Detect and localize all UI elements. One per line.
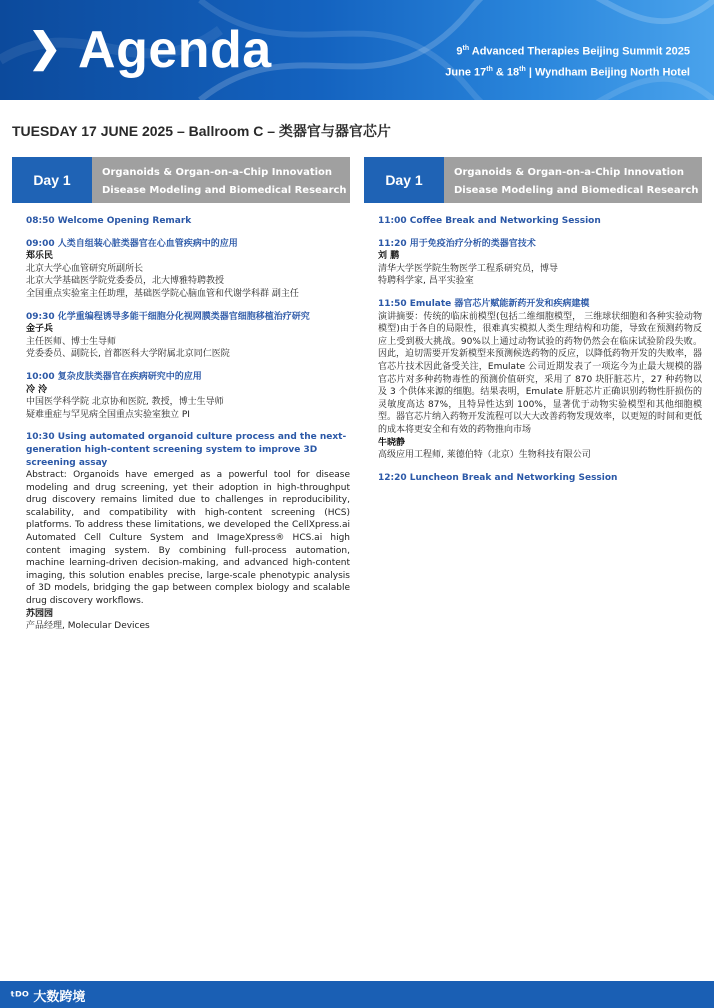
speaker-affiliation: 疑难重症与罕见病全国重点实验室独立 PI: [26, 409, 190, 420]
chevron-right-icon: ❯: [28, 26, 63, 70]
day-label: Day 1: [12, 157, 92, 203]
speaker-affiliation: 主任医师、博士生导师: [26, 336, 117, 347]
speaker-affiliation: 产品经理, Molecular Devices: [26, 621, 150, 632]
speaker-name: 郑乐民: [26, 251, 54, 262]
session-title: 11:50 Emulate 器官芯片赋能新药开发和疾病建模: [378, 298, 590, 309]
speaker-name: 金子兵: [26, 324, 54, 335]
day-column-left: [12, 157, 350, 633]
day-column-right: [364, 157, 702, 484]
session-title: 12:20 Luncheon Break and Networking Session: [378, 472, 618, 483]
day-label: Day 1: [364, 157, 444, 203]
speaker-affiliation: 中国医学科学院 北京协和医院, 教授，博士生导师: [26, 397, 224, 408]
day-header: [364, 157, 702, 203]
header-banner: [0, 0, 714, 100]
speaker-affiliation: 北京大学基础医学院党委委员，北大博雅特聘教授: [26, 276, 225, 287]
speaker-name: 刘 鹏: [378, 251, 400, 262]
session-abstract: 演讲摘要：传统的临床前模型(包括二维细胞模型， 三维球状细胞和各种实验动物模型)由于各自的局限性，很难真实模拟人类生理结构和功能，导致在预测药物反应上受到极大挑战。90%以上通过动物试验的药物仍然会在临床试验阶段失败。因此，迫切需要开发新模型来预测候选药物的反应，以降低药物开发的失败率，器官芯片技术因此备受关注，Emulate 公司近期发表了一项迄今为止最大规模的器官芯片对多种药物毒性的预测价值研究，采用了 870 块肝脏芯片，27 种药物以及 3 个供体来源的细胞。结果表明，Emulate 肝脏芯片正确识别药物性肝损伤的灵敏度高达 87%，且特异性达到 100%，显著优于动物实验模型和其他细胞模型。器官芯片纳入药物开发流程可以大大改善药物发现效率，以更短的时间和更低的成本将更安全和有效的药物推向市场: [378, 311, 703, 435]
track-title: Organoids & Organ-on-a-Chip Innovation Disease Modeling and Biomedical Research: [92, 157, 350, 203]
session-title: 08:50 Welcome Opening Remark: [26, 216, 192, 226]
session-title: 10:30 Using automated organoid culture process and the next-generation high-content screening system to improve 3D screening assay: [26, 432, 347, 468]
footer-bar: [0, 981, 714, 1008]
speaker-affiliation: 北京大学心血管研究所副所长: [26, 263, 144, 274]
day-header: [12, 157, 350, 203]
speaker-name: 冷 泠: [26, 384, 48, 395]
speaker-affiliation: 全国重点实验室主任助理，基础医学院心脑血管和代谢学科群 副主任: [26, 288, 299, 299]
speaker-name: 苏园园: [26, 608, 54, 619]
session-title: 10:00 复杂皮肤类器官在疾病研究中的应用: [26, 371, 202, 382]
speaker-name: 牛晓静: [378, 437, 406, 448]
summit-info: 9th Advanced Therapies Beijing Summit 2025 June 17th & 18th | Wyndham Beijing North Hotel: [445, 45, 690, 79]
session-abstract: Abstract: Organoids have emerged as a powerful tool for disease modeling and drug screening, yet their adoption in high-throughput drug discovery remains limited due to challenges in reproducibility, scalability, and compatibility with high-content screening (HCS) platforms. To address these limitations, we developed the CellXpress.ai Automated Cell Culture System and ImageXpress® HCS.ai high content imaging system. By combining full-process automation, machine learning-driven decision-making, and advanced high-content imaging, this solution enables precise, large-scale phenotypic analysis of 3D models, bridging the gap between complex biology and scalable drug discovery workflows.: [26, 470, 350, 607]
page-title: ❯ Agenda: [28, 18, 272, 80]
speaker-affiliation: 清华大学医学院生物医学工程系研究员，博导: [378, 263, 559, 274]
brand-logo: ᵗᴰᴼ 大数跨境: [10, 990, 86, 1005]
speaker-affiliation: 特聘科学家, 昌平实验室: [378, 276, 474, 287]
speaker-affiliation: 党委委员、副院长, 首都医科大学附属北京同仁医院: [26, 349, 230, 360]
session-title: 09:00 人类自组装心脏类器官在心血管疾病中的应用: [26, 238, 238, 249]
speaker-affiliation: 高级应用工程师, 莱德伯特（北京）生物科技有限公司: [378, 450, 591, 461]
track-title: Organoids & Organ-on-a-Chip Innovation Disease Modeling and Biomedical Research: [444, 157, 702, 203]
session-title: 11:00 Coffee Break and Networking Session: [378, 216, 601, 226]
session-title: 09:30 化学重编程诱导多能干细胞分化视网膜类器官细胞移植治疗研究: [26, 311, 310, 322]
date-room-heading: TUESDAY 17 JUNE 2025 – Ballroom C – 类器官与器官芯片: [12, 123, 391, 139]
session-title: 11:20 用于免疫治疗分析的类器官技术: [378, 238, 536, 249]
